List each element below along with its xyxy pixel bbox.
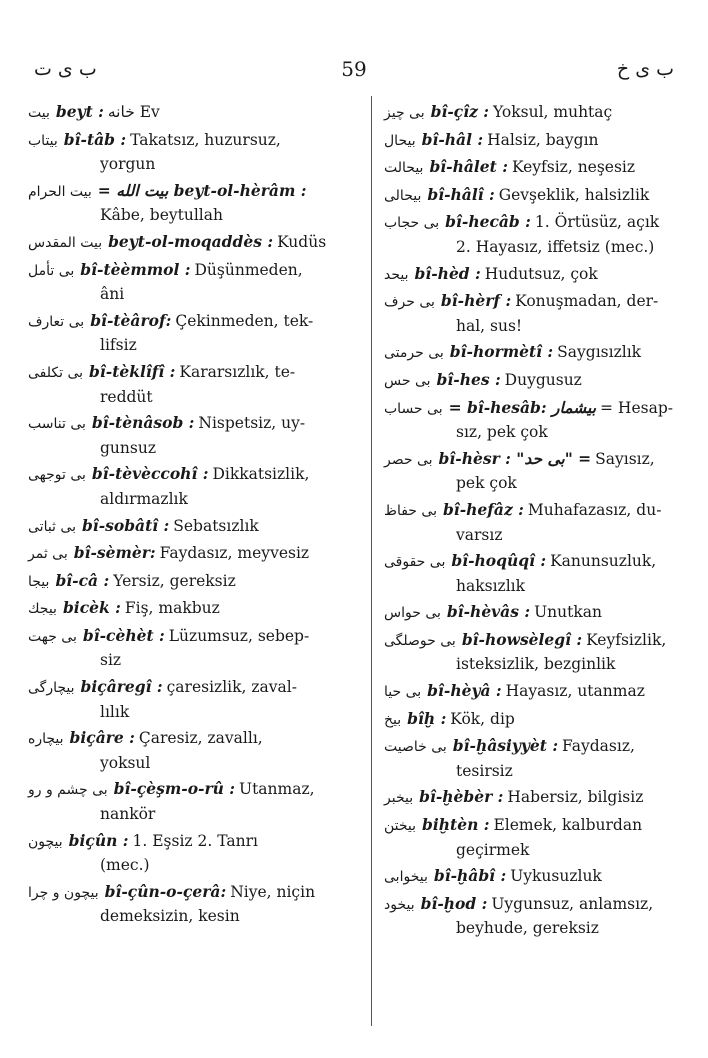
- entry-definition: Kararsızlık, te-: [179, 362, 296, 381]
- entry-persian-term: بى تناسب: [28, 416, 86, 433]
- entry-definition-continued: reddüt: [100, 387, 153, 406]
- entry-transliteration: bî-tèârof:: [90, 310, 172, 330]
- entry-persian-term: بيخ: [384, 711, 402, 728]
- dictionary-entry: [384, 128, 682, 154]
- entry-definition: Muhafazasız, du-: [527, 500, 662, 519]
- entry-definition-continued: hal, sus!: [456, 316, 523, 335]
- dictionary-entry: [384, 679, 682, 705]
- dictionary-entry: [384, 813, 682, 862]
- entry-transliteration: bî-ḫod :: [420, 893, 488, 913]
- dictionary-entry: [28, 258, 360, 307]
- entry-transliteration: bî-çîz :: [430, 102, 490, 121]
- entry-transliteration: bî-câ :: [55, 570, 110, 590]
- entry-transliteration: biçâre :: [69, 728, 135, 748]
- entry-persian-term: بى تكلفى: [28, 364, 84, 381]
- entry-transliteration: bî-hèrf :: [440, 291, 512, 311]
- entry-definition: Kudüs: [277, 232, 327, 251]
- dictionary-entry: [384, 100, 682, 126]
- entry-transliteration: bî-sobâtî :: [81, 515, 170, 535]
- entry-persian-term: بى ثمر: [28, 546, 68, 563]
- entry-persian-term: بيحد: [384, 266, 409, 283]
- dictionary-entry: [384, 785, 682, 811]
- entry-persian-term: بى خاصيت: [384, 739, 447, 756]
- entry-persian-term: بيچاره: [28, 731, 64, 748]
- entry-persian-term: بى حس: [384, 372, 431, 389]
- entry-transliteration: biçâregî :: [80, 677, 163, 697]
- entry-definition: Nispetsiz, uy-: [198, 414, 306, 433]
- entry-definition-continued: pek çok: [456, 474, 517, 493]
- dictionary-entry: [28, 179, 360, 228]
- entry-transliteration: bî-hes :: [436, 369, 501, 389]
- entry-definition-continued: 2. Hayasız, iffetsiz (mec.): [456, 237, 655, 256]
- entry-definition: Habersiz, bilgisiz: [507, 788, 644, 807]
- entry-persian-term: بى حرف: [384, 294, 435, 311]
- dictionary-entry: [384, 864, 682, 890]
- dictionary-entry: [384, 734, 682, 783]
- entry-persian-term: بيخبر: [384, 790, 414, 807]
- dictionary-entry: [28, 514, 360, 540]
- entry-definition: Çaresiz, zavallı,: [138, 729, 263, 748]
- entry-persian-term: بى چيز: [384, 105, 425, 121]
- entry-transliteration: bî-hèvâs :: [446, 602, 531, 622]
- entry-definition-continued: gunsuz: [100, 438, 156, 457]
- entry-definition-continued: Kâbe, beytullah: [100, 206, 223, 225]
- entry-persian-term: بيچون: [28, 833, 63, 850]
- entry-definition: çaresizlik, zaval-: [166, 678, 297, 697]
- dictionary-entry: [28, 230, 360, 256]
- entry-definition: Yoksul, muhtaç: [493, 103, 613, 121]
- entry-transliteration: bî-hormètî :: [449, 342, 554, 362]
- entry-definition: Sebatsızlık: [173, 516, 259, 535]
- entry-transliteration: bî-ḫâbî :: [433, 866, 507, 886]
- entry-definition-continued: demeksizin, kesin: [100, 907, 240, 926]
- entry-persian-term: بى حساب: [384, 400, 443, 417]
- entry-definition: 1. Eşsiz 2. Tanrı: [132, 831, 258, 850]
- entry-persian-term: بيحالى: [384, 187, 422, 204]
- entry-persian-term: بيت الحرام: [28, 183, 92, 200]
- entry-definition: Düşünmeden,: [194, 260, 303, 279]
- entry-persian-term: بى توجهى: [28, 467, 86, 484]
- dictionary-entry: [384, 155, 682, 181]
- entry-persian-term: بى حوصلگى: [384, 632, 456, 649]
- entry-persian-term: بى حصر: [384, 451, 433, 468]
- header-left-guide: ب ى ت: [34, 58, 97, 80]
- entry-persian-term: بى حقوقى: [384, 554, 446, 571]
- entry-definition: Fiş, makbuz: [124, 599, 220, 618]
- entry-definition-continued: beyhude, gereksiz: [456, 919, 599, 938]
- dictionary-entry: [28, 569, 360, 595]
- entry-transliteration: beyt-ol-moqaddès :: [108, 231, 274, 251]
- entry-transliteration: bî-hèd :: [414, 263, 481, 283]
- entry-transliteration: bî-hèyâ :: [427, 681, 502, 701]
- dictionary-entry: [28, 541, 360, 567]
- entry-transliteration: bî-cèhèt :: [82, 625, 165, 645]
- dictionary-entry: [28, 360, 360, 409]
- dictionary-entry: [384, 600, 682, 626]
- dictionary-entry: [28, 309, 360, 358]
- entry-transliteration: bî-hâlet :: [429, 157, 508, 177]
- dictionary-entry: [28, 462, 360, 511]
- entry-persian-term: بى حفاظ: [384, 502, 437, 519]
- entry-definition: Keyfsiz, neşesiz: [511, 158, 636, 177]
- entry-definition: Faydasız,: [562, 737, 635, 756]
- dictionary-entry: [384, 447, 682, 496]
- entry-definition: Unutkan: [534, 603, 602, 622]
- entry-definition-continued: isteksizlik, bezginlik: [456, 655, 616, 674]
- entry-transliteration: = bî-hesâb: بيشمار: [448, 397, 597, 417]
- entry-definition: Gevşeklik, halsizlik: [498, 185, 650, 204]
- entry-definition-continued: nankör: [100, 805, 156, 824]
- entry-persian-term: بيخوابى: [384, 869, 428, 886]
- entry-definition: Utanmaz,: [239, 780, 315, 799]
- entry-definition-continued: siz: [100, 651, 122, 670]
- entry-definition: Takatsız, huzursuz,: [130, 130, 281, 149]
- dictionary-entry: [384, 210, 682, 259]
- entry-transliteration: bî-hâl :: [421, 129, 484, 149]
- dictionary-entry: [384, 262, 682, 288]
- dictionary-entry: [28, 411, 360, 460]
- entry-persian-term: بى ثباتى: [28, 518, 76, 535]
- entry-definition-continued: geçirmek: [456, 840, 530, 859]
- entry-transliteration: = بيت الله beyt-ol-hèrâm :: [97, 180, 307, 200]
- entry-persian-term: بى حيا: [384, 684, 422, 701]
- entry-transliteration: bî-çèşm-o-rû :: [113, 779, 236, 799]
- entry-transliteration: bicèk :: [62, 598, 121, 618]
- entry-transliteration: bî-ḫâsiyyèt :: [452, 736, 559, 756]
- dictionary-entry: [384, 289, 682, 338]
- entry-definition: = Hesap-: [600, 398, 673, 417]
- entry-persian-term: بيچارگى: [28, 680, 75, 697]
- dictionary-entry: [28, 624, 360, 673]
- dictionary-entry: [28, 100, 360, 126]
- dictionary-entry: [28, 880, 360, 929]
- entry-persian-term: بيت المقدس: [28, 234, 103, 251]
- entry-definition-continued: tesirsiz: [456, 761, 513, 780]
- entry-definition-continued: (mec.): [100, 856, 150, 875]
- entry-transliteration: biçûn :: [68, 830, 129, 850]
- entry-persian-term: بى تأمل: [28, 262, 75, 279]
- left-column: [28, 100, 360, 931]
- entry-definition: Kanunsuzluk,: [550, 552, 657, 571]
- entry-definition-continued: âni: [100, 285, 125, 304]
- entry-definition: Lüzumsuz, sebep-: [168, 626, 310, 645]
- entry-definition: Yersiz, gereksiz: [113, 571, 236, 590]
- entry-transliteration: bî-tèklîfî :: [89, 361, 176, 381]
- entry-persian-term: بيحال: [384, 132, 416, 149]
- entry-transliteration: beyt :: [55, 102, 104, 121]
- entry-definition: Uygunsuz, anlamsız,: [491, 894, 654, 913]
- dictionary-entry: [384, 368, 682, 394]
- dictionary-entry: [28, 596, 360, 622]
- entry-definition: Konuşmadan, der-: [515, 292, 659, 311]
- entry-persian-term: بى حرمتى: [384, 345, 444, 362]
- entry-persian-term: بى حجاب: [384, 215, 440, 232]
- entry-transliteration: biḫtèn :: [422, 815, 490, 835]
- dictionary-entry: [384, 549, 682, 598]
- entry-transliteration: bîḫ :: [407, 708, 447, 728]
- dictionary-entry: [384, 396, 682, 445]
- entry-definition: Niye, niçin: [230, 882, 316, 901]
- entry-definition-continued: haksızlık: [456, 576, 526, 595]
- entry-definition: Çekinmeden, tek-: [175, 311, 314, 330]
- column-divider: [371, 96, 372, 1026]
- entry-persian-term: بيجا: [28, 573, 50, 590]
- entry-definition: Kök, dip: [450, 709, 515, 728]
- entry-definition: Duygusuz: [504, 370, 582, 389]
- entry-transliteration: bî-hâlî :: [427, 184, 495, 204]
- dictionary-entry: [28, 128, 360, 177]
- entry-transliteration: bî-tèvèccohî :: [91, 464, 209, 484]
- dictionary-entry: [384, 183, 682, 209]
- dictionary-entry: [384, 707, 682, 733]
- dictionary-entry: [28, 675, 360, 724]
- entry-definition: Hayasız, utanmaz: [505, 682, 645, 701]
- header-right-guide: ب ى خ: [616, 58, 674, 80]
- entry-definition: Hudutsuz, çok: [484, 264, 598, 283]
- entry-persian-term: بى حواس: [384, 605, 441, 622]
- entry-transliteration: bî-çûn-o-çerâ:: [104, 881, 227, 901]
- entry-persian-term: بى چشم و رو: [28, 782, 108, 799]
- entry-persian-term: بيختن: [384, 818, 417, 835]
- right-column: [384, 100, 682, 943]
- entry-definition: Uykusuzluk: [510, 867, 602, 886]
- dictionary-entry: [384, 628, 682, 677]
- entry-persian-term: بى تعارف: [28, 313, 85, 330]
- dictionary-entry: [384, 498, 682, 547]
- entry-transliteration: bî-hoqûqî :: [451, 551, 547, 571]
- entry-transliteration: bî-hèsr : "بى حد" =: [438, 448, 592, 468]
- entry-transliteration: bî-howsèlegî :: [461, 629, 583, 649]
- entry-definition: خانه Ev: [107, 103, 160, 121]
- page-number: 59: [341, 57, 367, 81]
- entry-persian-term: بيحالت: [384, 160, 424, 177]
- entry-transliteration: bî-tèèmmol :: [80, 259, 191, 279]
- entry-definition-continued: yorgun: [100, 155, 156, 174]
- entry-definition: 1. Örtüsüz, açık: [534, 213, 660, 232]
- dictionary-entry: [384, 892, 682, 941]
- entry-definition-continued: sız, pek çok: [456, 423, 548, 442]
- dictionary-entry: [28, 777, 360, 826]
- entry-persian-term: بيجك: [28, 601, 57, 618]
- entry-definition: Faydasız, meyvesiz: [159, 544, 310, 563]
- entry-persian-term: بيتاب: [28, 132, 58, 149]
- entry-persian-term: بيت: [28, 105, 50, 121]
- entry-transliteration: bî-ḫèbèr :: [419, 787, 504, 807]
- entry-definition-continued: aldırmazlık: [100, 489, 188, 508]
- entry-transliteration: bî-tènâsob :: [91, 413, 195, 433]
- entry-persian-term: بى جهت: [28, 628, 77, 645]
- dictionary-entry: [28, 829, 360, 878]
- entry-definition-continued: yoksul: [100, 753, 151, 772]
- entry-transliteration: bî-tâb :: [63, 129, 127, 149]
- entry-definition: Sayısız,: [595, 449, 655, 468]
- dictionary-entry: [384, 340, 682, 366]
- entry-persian-term: بيچون و چرا: [28, 884, 99, 901]
- entry-definition-continued: lifsiz: [100, 336, 137, 355]
- dictionary-entry: [28, 726, 360, 775]
- entry-definition-continued: varsız: [456, 525, 503, 544]
- entry-definition: Saygısızlık: [557, 343, 642, 362]
- entry-definition-continued: lılık: [100, 702, 130, 721]
- entry-definition: Keyfsizlik,: [586, 630, 667, 649]
- entry-definition: Elemek, kalburdan: [493, 816, 643, 835]
- entry-definition: Dikkatsizlik,: [212, 465, 310, 484]
- entry-persian-term: بيخود: [384, 896, 415, 913]
- entry-definition: Halsiz, baygın: [487, 130, 599, 149]
- entry-transliteration: bî-hecâb :: [445, 212, 531, 232]
- entry-transliteration: bî-hefâz :: [442, 499, 524, 519]
- entry-transliteration: bî-sèmèr:: [73, 543, 156, 563]
